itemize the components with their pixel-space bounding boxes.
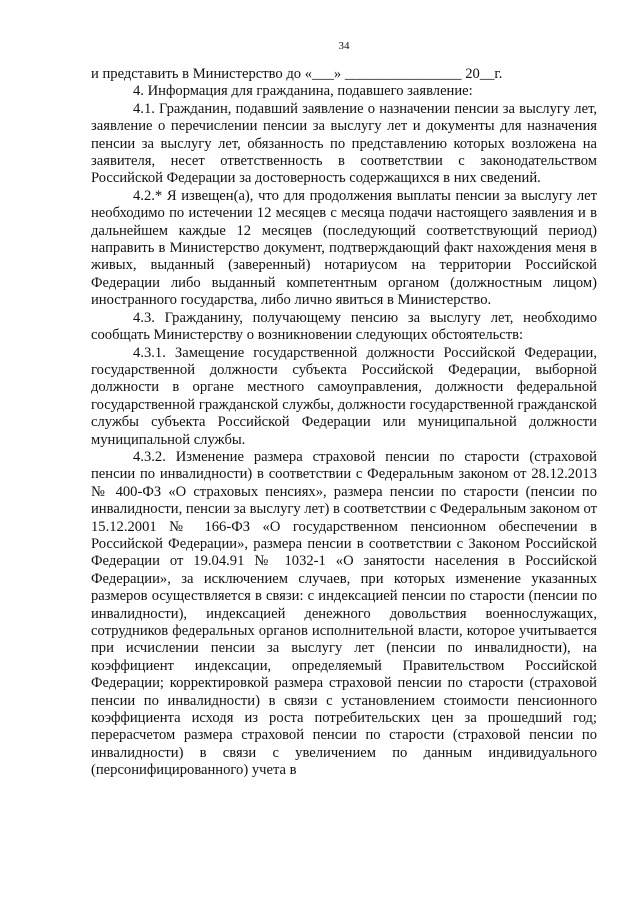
paragraph-4-1: 4.1. Гражданин, подавший заявление о назначении пенсии за выслугу лет, заявление о перечислении пенсии за выслугу лет и документы для назначения пенсии за выслугу лет, обязанность по представлению которых возложена на заявителя, несет ответственность в соответствии с законодательством Российской Федерации за достоверность содержащихся в них сведений. [91, 100, 597, 187]
page-number: 34 [338, 40, 350, 52]
paragraph-section-4-heading: 4. Информация для гражданина, подавшего заявление: [133, 83, 473, 100]
paragraph-4-3-1: 4.3.1. Замещение государственной должности Российской Федерации, государственной должности субъекта Российской Федерации, выборной должности в органе местного самоуправления, должности федеральной государственной гражданской службы, должности государственной гражданской службы субъекта Российской Федерации или муниципальной должности муниципальной службы. [91, 344, 597, 448]
paragraph-4-3-2: 4.3.2. Изменение размера страховой пенсии по старости (страховой пенсии по инвалидности) в соответствии с Федеральным законом от 28.12.2013 № 400-ФЗ «О страховых пенсиях», размера пенсии по старости (пенсии по инвалидности, пенсии за выслугу лет) в соответствии с Федеральным законом от 15.12.2001 № 166-ФЗ «О государственном пенсионном обеспечении в Российской Федерации», размера пенсии в соответствии с Законом Российской Федерации от 19.04.91 № 1032-1 «О занятости населения в Российской Федерации», за исключением случаев, при которых изменение указанных размеров осуществляется в связи: с индексацией пенсии по старости (пенсии по инвалидности), индексацией денежного довольствия военнослужащих, сотрудников федеральных органов исполнительной власти, которое учитывается при исчислении пенсии за выслугу лет (пенсии по инвалидности), на коэффициент индексации, определяемый Правительством Российской Федерации; корректировкой размера страховой пенсии по старости (страховой пенсии по инвалидности) в связи с установлением стоимости пенсионного коэффициента исходя из роста потребительских цен за прошедший год; перерасчетом размера страховой пенсии по старости (страховой пенсии по инвалидности) в связи с увеличением по данным индивидуального (персонифицированного) учета в [91, 448, 597, 779]
paragraph-submit-deadline: и представить в Министерство до «___» ________________ 20__г. [91, 66, 503, 82]
paragraph-4-3: 4.3. Гражданину, получающему пенсию за выслугу лет, необходимо сообщать Министерству о возникновении следующих обстоятельств: [91, 309, 597, 344]
document-body [91, 66, 597, 780]
paragraph-4-2: 4.2.* Я извещен(а), что для продолжения выплаты пенсии за выслугу лет необходимо по истечении 12 месяцев с месяца подачи настоящего заявления и в дальнейшем каждые 12 месяцев (последующий соответствующий период) направить в Министерство документ, подтверждающий факт нахождения меня в живых, выданный (заверенный) нотариусом на территории Российской Федерации либо выданный компетентным органом (должностным лицом) иностранного государства, либо лично явиться в Министерство. [91, 187, 597, 309]
